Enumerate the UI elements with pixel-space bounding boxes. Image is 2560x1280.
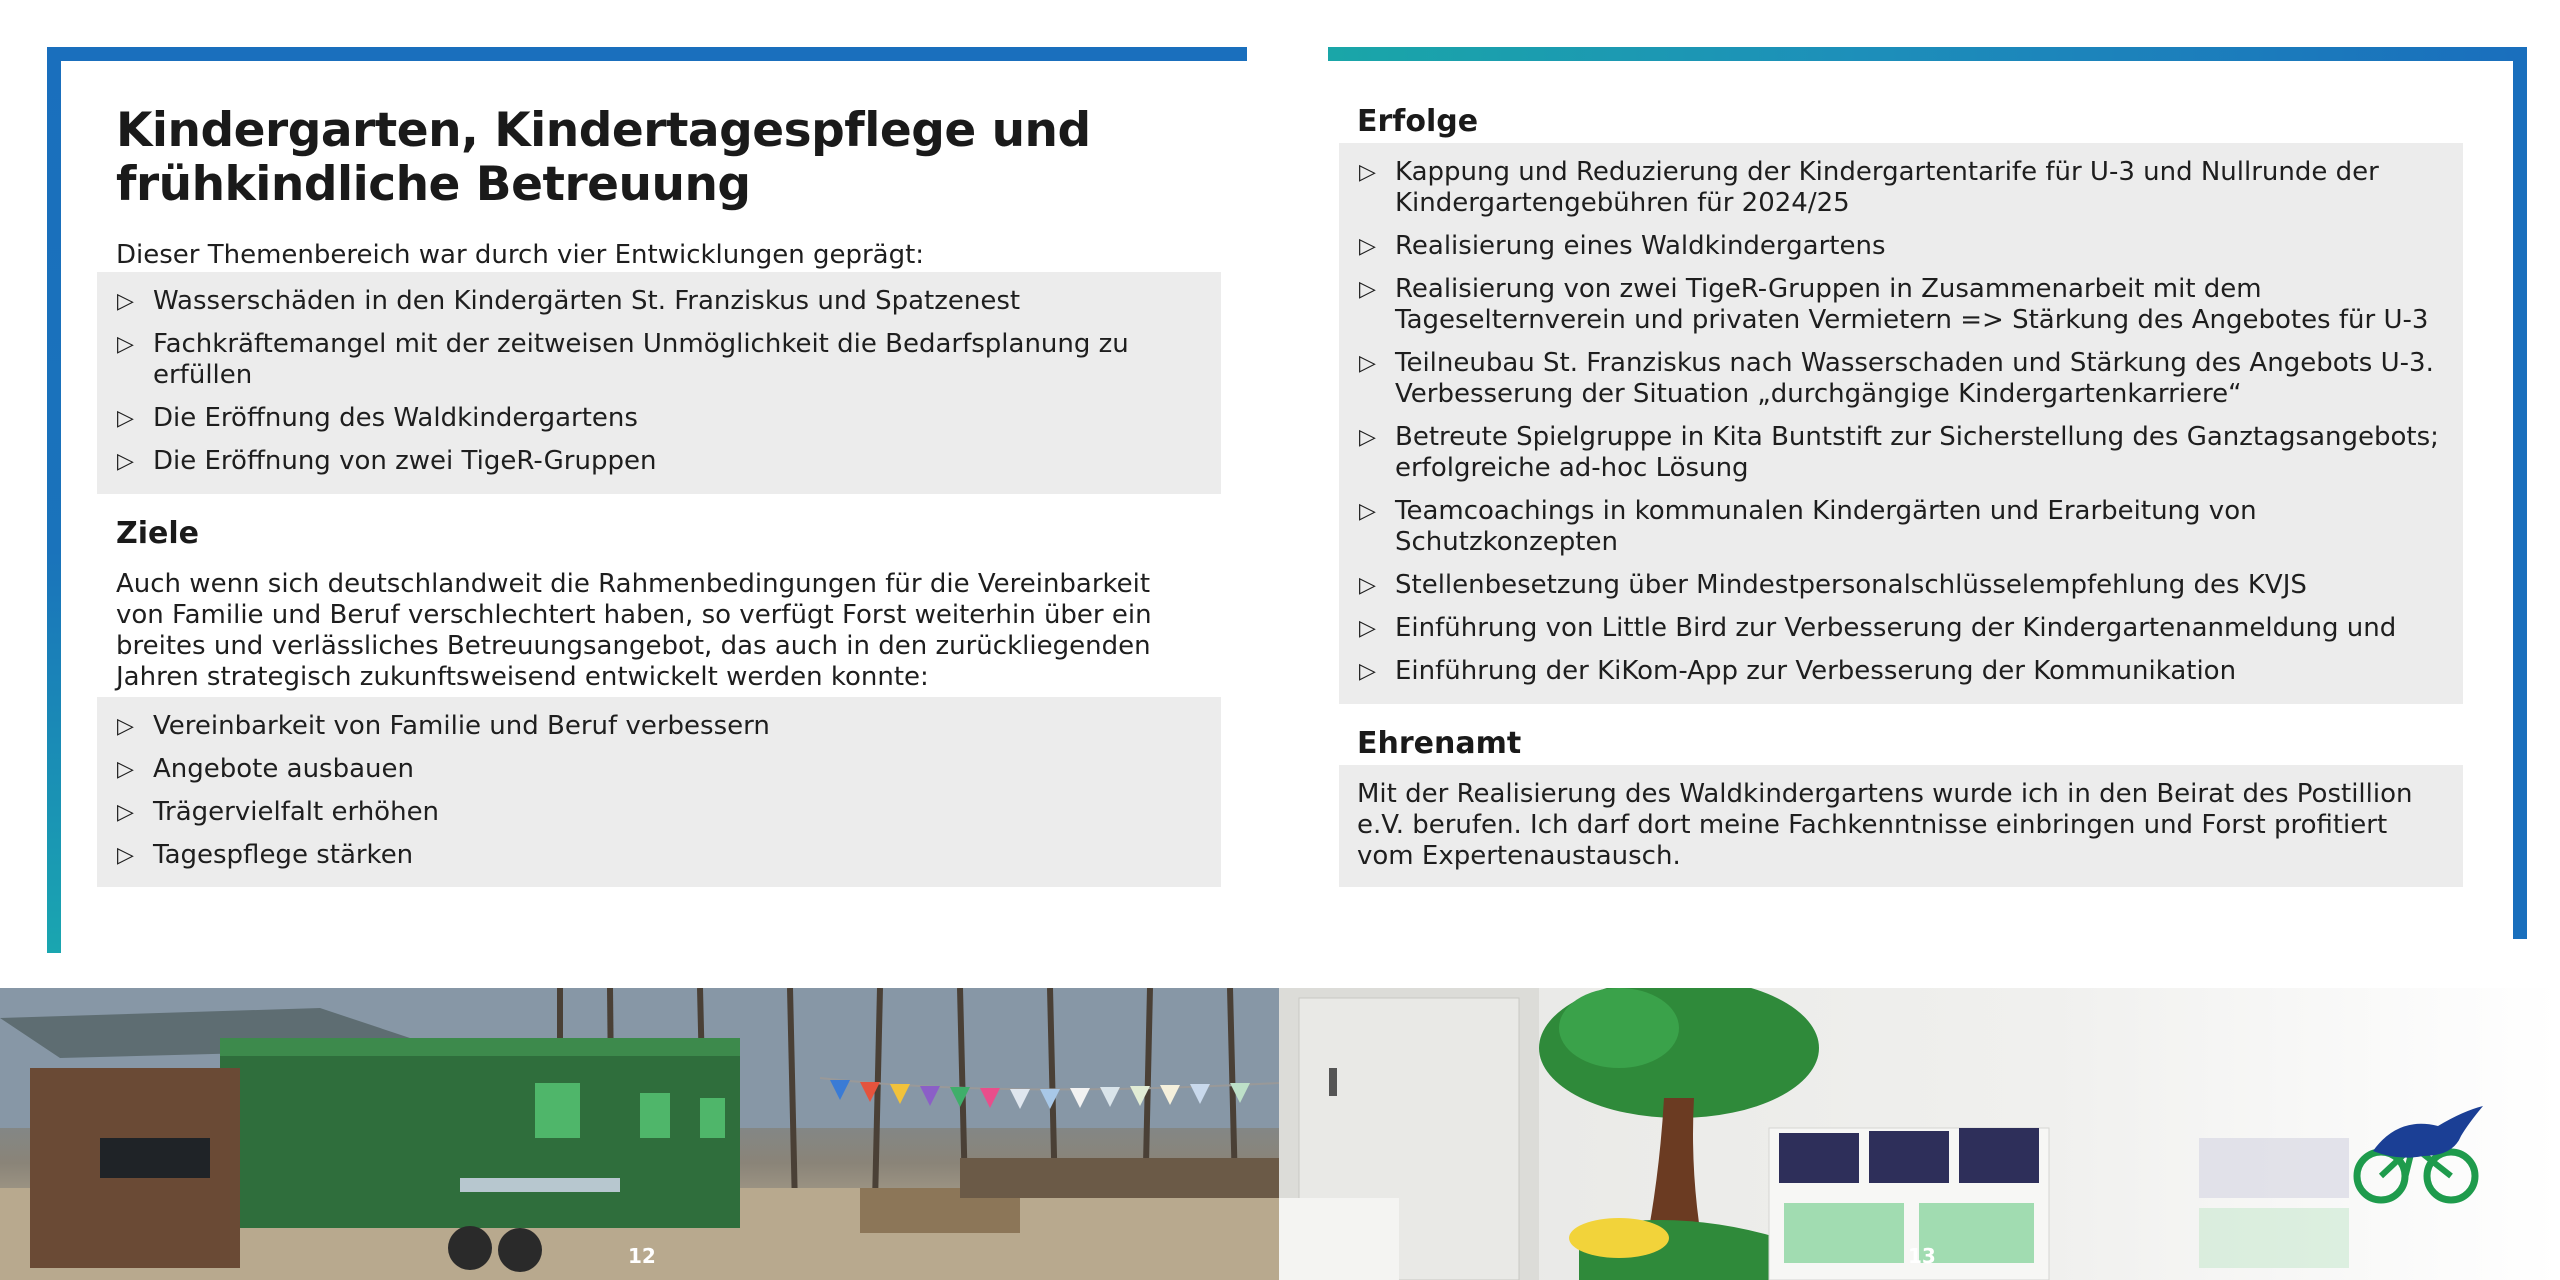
success-heading: Erfolge (1357, 104, 1479, 139)
list-item: ▷ Einführung der KiKom-App zur Verbesserung der Kommunikation (1359, 656, 2237, 686)
triangle-right-icon: ▷ (117, 289, 134, 314)
triangle-right-icon: ▷ (1359, 351, 1376, 376)
list-item: ▷ Teilneubau St. Franziskus nach Wasserschaden und Stärkung des Angebots U-3. Verbesserung der Situation „durchgängige Kindergartenkarriere“ (1359, 348, 2434, 409)
triangle-right-icon: ▷ (117, 332, 134, 357)
list-item: ▷ Realisierung eines Waldkindergartens (1359, 231, 1886, 261)
list-item: ▷ Die Eröffnung des Waldkindergartens (117, 403, 638, 433)
list-item: ▷ Stellenbesetzung über Mindestpersonalschlüsselempfehlung des KVJS (1359, 570, 2307, 600)
goals-text: Auch wenn sich deutschlandweit die Rahmenbedingungen für die Vereinbarkeit von Familie und Beruf verschlechtert haben, so verfügt Forst weiterhin über ein breites und verlässliches Betreuungsangebot, das auch in den zurückliegenden Jahren strategisch zukunftsweisend entwickelt werden konnte: (116, 569, 1152, 692)
forest-kindergarten-photo (0, 988, 1279, 1280)
list-item: ▷ Die Eröffnung von zwei TigeR-Gruppen (117, 446, 657, 476)
triangle-right-icon: ▷ (1359, 234, 1376, 259)
developments-box (97, 272, 1221, 494)
triangle-right-icon: ▷ (1359, 573, 1376, 598)
successes-box (1339, 143, 2463, 704)
list-item: ▷ Wasserschäden in den Kindergärten St. Franziskus und Spatzenest (117, 286, 1021, 316)
list-item: ▷ Einführung von Little Bird zur Verbesserung der Kindergartenanmeldung und (1359, 613, 2397, 643)
volunteer-text: Mit der Realisierung des Waldkindergartens wurde ich in den Beirat des Postillion e.V. berufen. Ich darf dort meine Fachkenntnisse einbringen und Forst profitiert vom Expertenaustausch. (1357, 779, 2413, 871)
right-frame-topbar (1328, 47, 2513, 61)
page-number-right: 13 (1908, 1244, 1936, 1268)
list-item: ▷ Angebote ausbauen (117, 754, 414, 784)
triangle-right-icon: ▷ (1359, 425, 1376, 450)
triangle-right-icon: ▷ (117, 800, 134, 825)
goals-box (97, 697, 1221, 887)
triangle-right-icon: ▷ (117, 714, 134, 739)
list-item: ▷ Teamcoachings in kommunalen Kindergärten und Erarbeitung von Schutzkonzepten (1359, 496, 2257, 557)
triangle-right-icon: ▷ (1359, 160, 1376, 185)
list-item: ▷ Realisierung von zwei TigeR-Gruppen in Zusammenarbeit mit dem Tageselternverein und privaten Vermietern => Stärkung des Angebotes für U-3 (1359, 274, 2429, 335)
triangle-right-icon: ▷ (1359, 616, 1376, 641)
triangle-right-icon: ▷ (117, 449, 134, 474)
page-title: Kindergarten, Kindertagespflege und frühkindliche Betreuung (116, 103, 1091, 212)
indoor-kindergarten-photo (1279, 988, 2560, 1280)
right-frame-sidebar (2513, 47, 2527, 939)
triangle-right-icon: ▷ (1359, 499, 1376, 524)
developments-list (117, 286, 1221, 477)
list-item: ▷ Tagespflege stärken (117, 840, 414, 870)
rabbit-bicycle-logo (2343, 1106, 2493, 1206)
triangle-right-icon: ▷ (117, 406, 134, 431)
goals-list (117, 711, 1221, 871)
list-item: ▷ Betreute Spielgruppe in Kita Buntstift zur Sicherstellung des Ganztagsangebots; erfolgreiche ad-hoc Lösung (1359, 422, 2439, 483)
triangle-right-icon: ▷ (117, 757, 134, 782)
triangle-right-icon: ▷ (1359, 659, 1376, 684)
list-item: ▷ Vereinbarkeit von Familie und Beruf verbessern (117, 711, 770, 741)
list-item: ▷ Fachkräftemangel mit der zeitweisen Unmöglichkeit die Bedarfsplanung zu erfüllen (117, 329, 1129, 390)
volunteer-heading: Ehrenamt (1357, 726, 1522, 761)
triangle-right-icon: ▷ (117, 843, 134, 868)
page-number-left: 12 (628, 1244, 656, 1268)
triangle-right-icon: ▷ (1359, 277, 1376, 302)
successes-list (1359, 157, 2439, 687)
list-item: ▷ Kappung und Reduzierung der Kindergartentarife für U-3 und Nullrunde der Kindergartengebühren für 2024/25 (1359, 157, 2379, 218)
intro-text: Dieser Themenbereich war durch vier Entwicklungen geprägt: (116, 240, 925, 270)
volunteer-box (1339, 765, 2463, 887)
goals-heading: Ziele (116, 516, 200, 551)
list-item: ▷ Trägervielfalt erhöhen (117, 797, 440, 827)
forest-kindergarten-illustration (0, 988, 1279, 1280)
